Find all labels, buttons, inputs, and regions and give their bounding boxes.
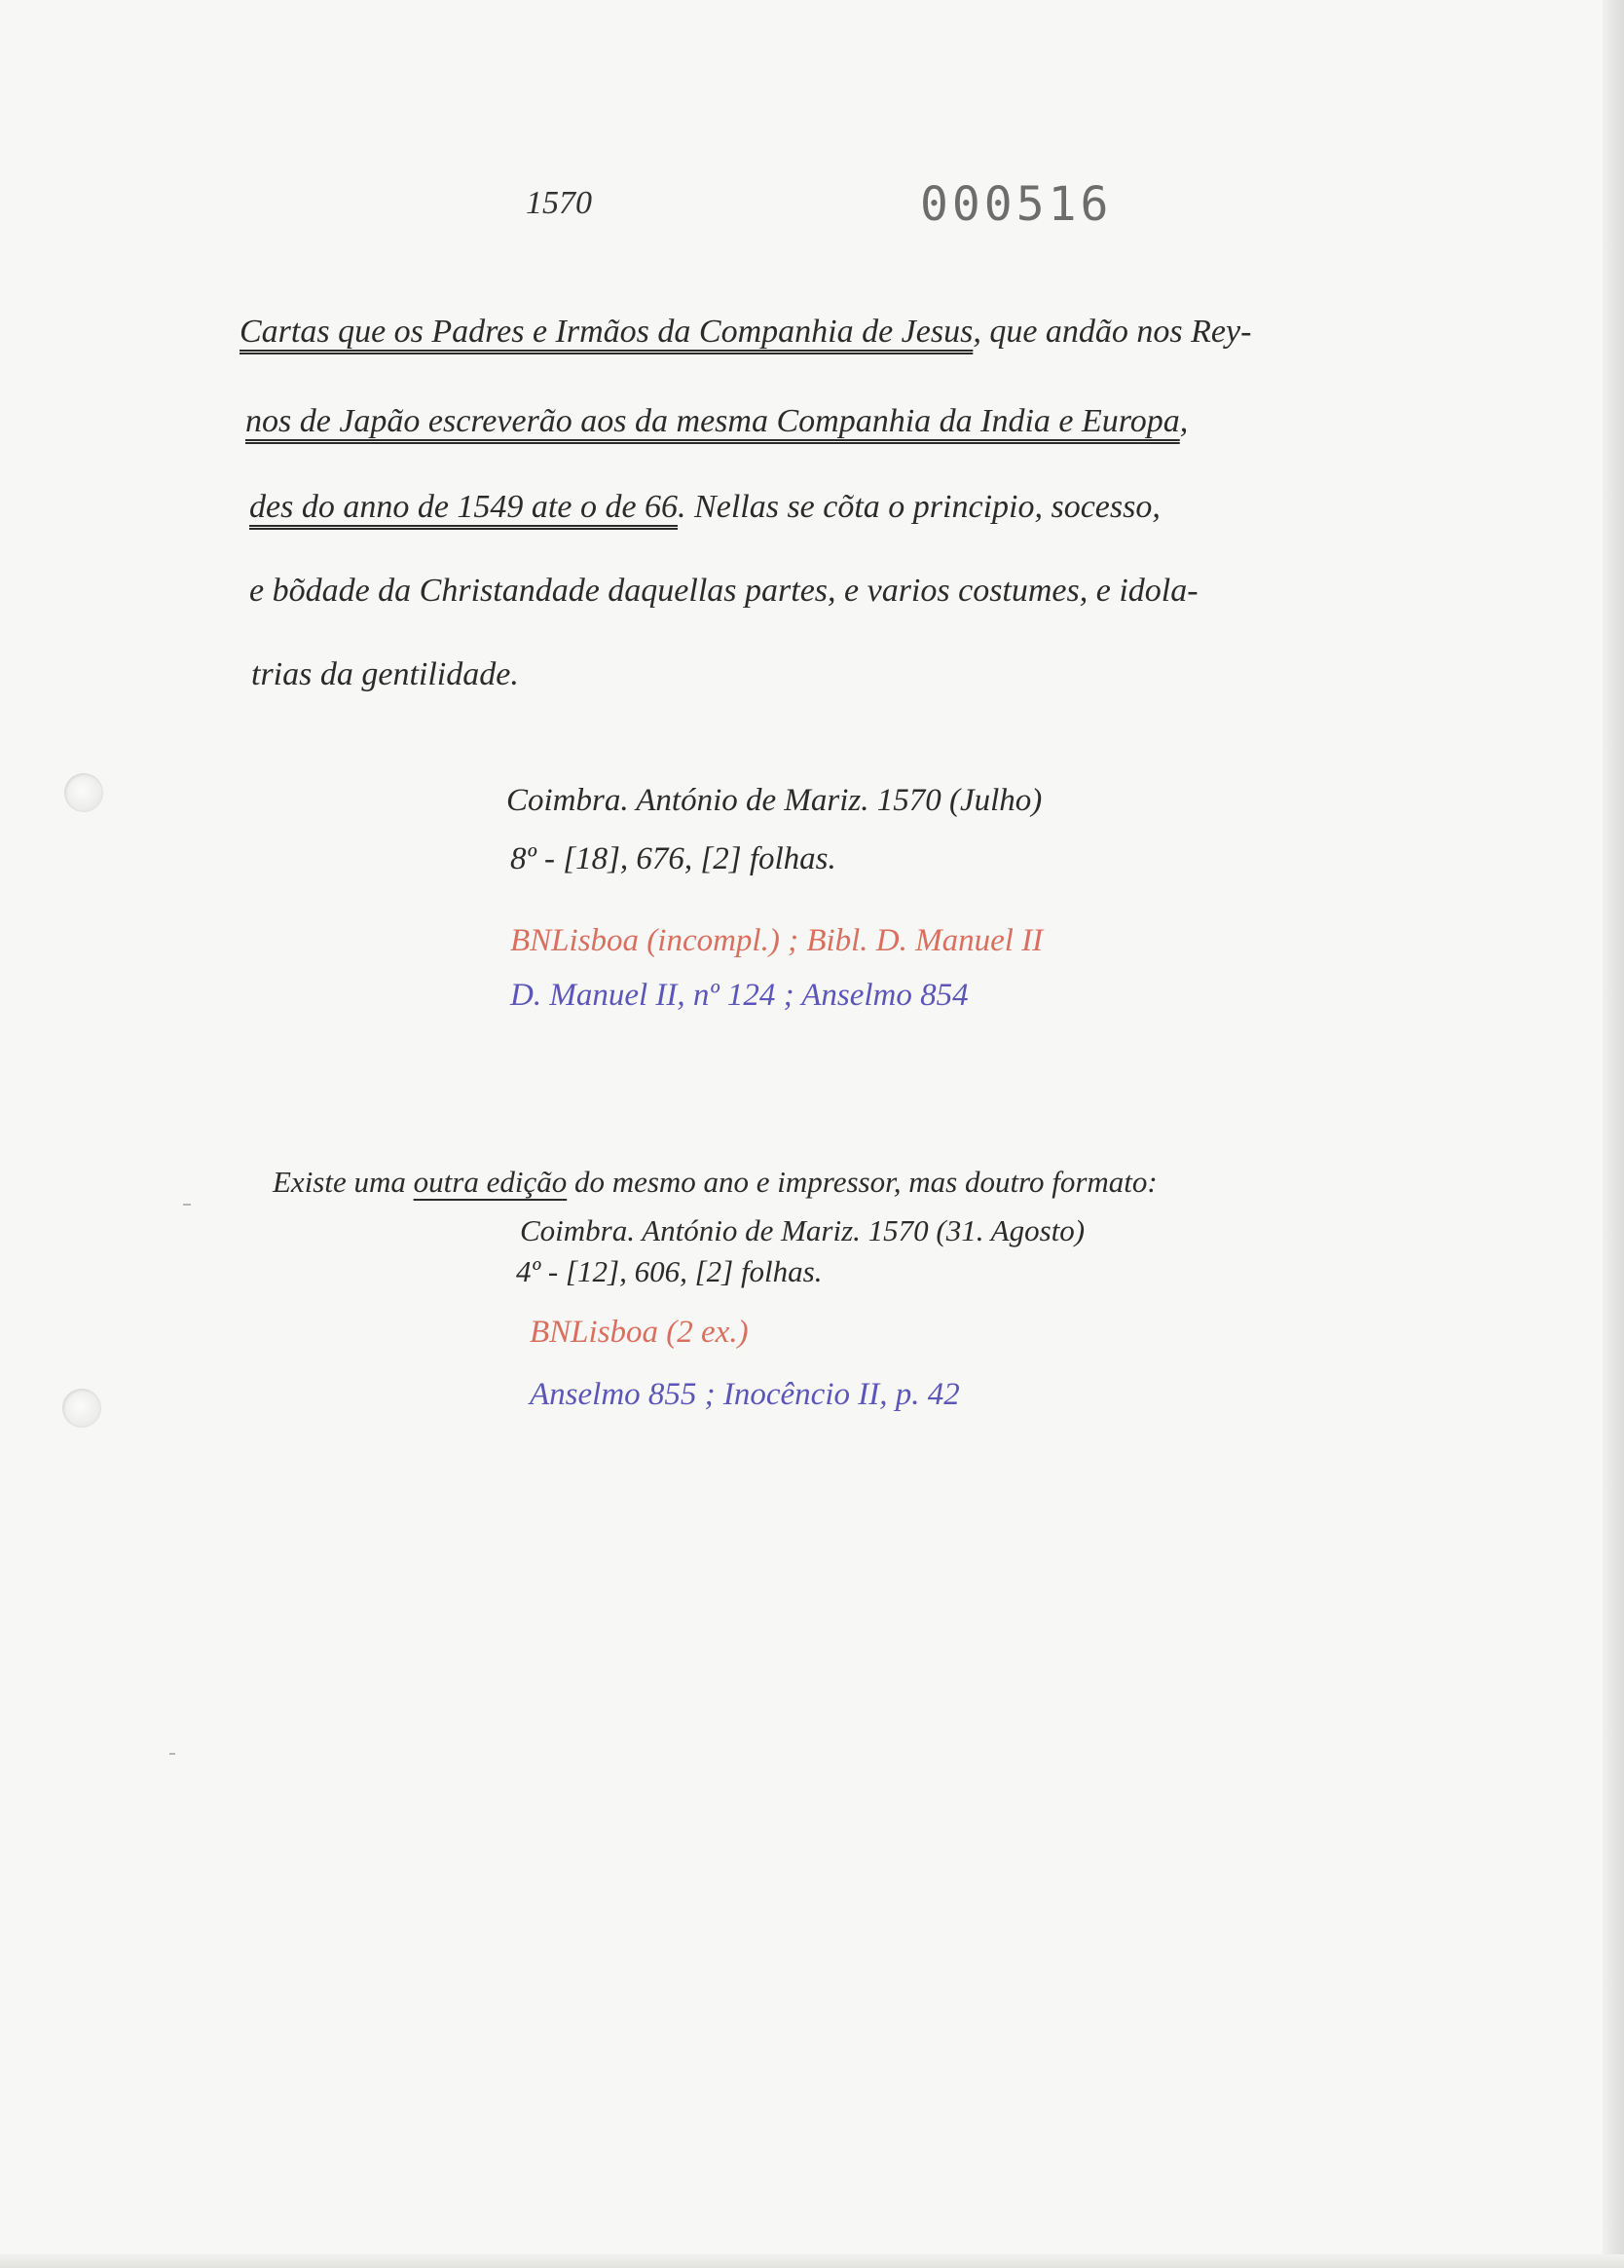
punch-hole-bottom (62, 1389, 101, 1428)
title-line-5: trias da gentilidade. (251, 656, 519, 692)
note-emphasis: outra edição (413, 1165, 568, 1199)
title-underlined-part: Cartas que os Padres e Irmãos da Companhia de Jesus (240, 314, 974, 350)
edition2-references: Anselmo 855 ; Inocêncio II, p. 42 (530, 1377, 960, 1412)
edition1-references: D. Manuel II, nº 124 ; Anselmo 854 (510, 978, 969, 1013)
title-rest-part: . Nellas se cõta o principio, socesso, (678, 489, 1161, 525)
edition1-imprint: Coimbra. António de Mariz. 1570 (Julho) (506, 783, 1043, 818)
record-number-stamp: 000516 (920, 177, 1113, 232)
title-underlined-part: des do anno de 1549 ate o de 66 (249, 489, 679, 525)
paper-bottom-edge (0, 2254, 1624, 2268)
year-heading: 1570 (526, 185, 592, 221)
edition1-holdings: BNLisboa (incompl.) ; Bibl. D. Manuel II (510, 923, 1044, 958)
title-line-1 (240, 314, 1251, 351)
title-underlined-part: nos de Japão escreverão aos da mesma Companhia da India e Europa (245, 403, 1180, 439)
title-rest-part: , (1179, 403, 1189, 439)
other-edition-note (273, 1165, 1158, 1200)
paper-edge (1603, 0, 1624, 2268)
edition2-imprint: Coimbra. António de Mariz. 1570 (31. Agosto) (520, 1213, 1086, 1247)
edition2-holdings: BNLisboa (2 ex.) (530, 1315, 749, 1350)
edition2-collation: 4º - [12], 606, [2] folhas. (516, 1254, 823, 1288)
edition1-collation: 8º - [18], 676, [2] folhas. (510, 841, 836, 876)
title-line-4: e bõdade da Christandade daquellas partes, e varios costumes, e idola- (249, 573, 1199, 609)
title-line-3 (249, 489, 1161, 526)
stray-mark (183, 1204, 191, 1206)
title-line-2 (245, 403, 1188, 440)
title-rest-part: , que andão nos Rey- (973, 314, 1252, 350)
punch-hole-top (64, 773, 103, 812)
note-suffix: do mesmo ano e impressor, mas doutro formato: (567, 1165, 1158, 1199)
note-prefix: Existe uma (273, 1165, 414, 1199)
stray-mark (169, 1753, 175, 1755)
